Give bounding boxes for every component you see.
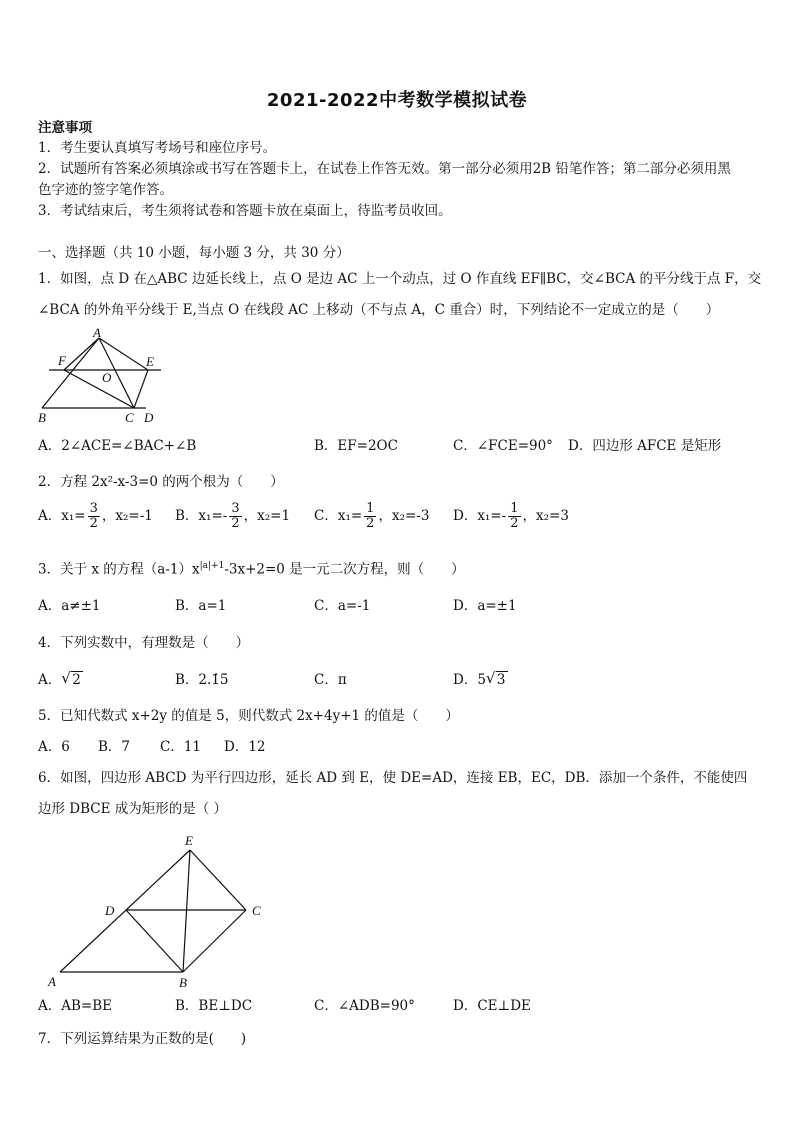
numerator: 1 [510, 501, 519, 516]
q3-option-c: C．a=-1 [314, 598, 371, 614]
fig-label: C [125, 410, 134, 425]
fig-label: E [185, 833, 193, 848]
fig-label: D [144, 410, 154, 425]
option-text: ，x₂=-3 [378, 508, 430, 524]
q2-option-d [453, 502, 569, 531]
q2-stem: 2．方程 2x²-x-3=0 的两个根为（ ） [38, 474, 284, 490]
numerator: 3 [89, 501, 98, 516]
denominator: 2 [89, 516, 98, 531]
q4-stem: 4．下列实数中，有理数是（ ） [38, 635, 250, 651]
q1-stem-line2: ∠BCA 的外角平分线于 E,当点 O 在线段 AC 上移动（不与点 A，C 重合）时，下列结论不一定成立的是（ ） [38, 302, 720, 318]
q4-option-d [453, 670, 508, 690]
q7-stem: 7．下列运算结果为正数的是( ) [38, 1031, 247, 1047]
q6-stem-line1: 6．如图，四边形 ABCD 为平行四边形，延长 AD 到 E，使 DE=AD，连接 EB，EC，DB．添加一个条件，不能使四 [38, 770, 748, 786]
q3-option-b: B．a=1 [175, 598, 227, 614]
q1-option-d: D．四边形 AFCE 是矩形 [568, 438, 722, 454]
q3-stem-text: 3．关于 x 的方程（a-1）x [38, 561, 200, 578]
q2-option-a [38, 502, 153, 531]
option-text: ，x₂=-1 [101, 508, 153, 524]
denominator: 2 [231, 516, 240, 531]
numerator: 3 [231, 501, 240, 516]
fraction [508, 502, 520, 531]
notice-item: 3．考试结束后，考生须将试卷和答题卡放在桌面上，待监考员收回。 [38, 203, 452, 219]
fig-label: A [48, 974, 56, 989]
page-title: 2021-2022中考数学模拟试卷 [266, 90, 528, 111]
fraction [364, 502, 376, 531]
fraction [229, 502, 241, 531]
q3-option-d: D．a=±1 [453, 598, 517, 614]
q1-option-a: A．2∠ACE=∠BAC+∠B [38, 438, 197, 454]
option-text: B．x₁=- [175, 508, 228, 524]
q6-option-c: C．∠ADB=90° [314, 998, 415, 1014]
option-label: D． [453, 672, 478, 688]
fig-label: B [38, 410, 46, 425]
q3-stem [38, 556, 465, 580]
fig-label: F [58, 353, 66, 368]
q5-option-a: A．6 [38, 739, 70, 755]
denominator: 2 [510, 516, 519, 531]
option-text: ，x₂=1 [243, 508, 291, 524]
fig-label: D [105, 903, 115, 918]
q2-option-b [175, 502, 290, 531]
option-value: 2.1̇5̇ [198, 672, 229, 688]
q1-option-b: B．EF=2OC [314, 438, 398, 454]
option-label: A． [38, 672, 62, 688]
coefficient: 5 [477, 672, 486, 688]
fig-label: E [146, 354, 154, 369]
fig-label: A [93, 326, 101, 340]
q1-option-c: C．∠FCE=90° [453, 438, 553, 454]
q2-option-c [314, 502, 429, 531]
q6-option-d: D．CE⊥DE [453, 998, 531, 1014]
option-text: C．x₁= [314, 508, 363, 524]
exponent: |a|+1 [199, 561, 225, 571]
fig-label: O [102, 370, 112, 385]
q3-stem-text: -3x+2=0 是一元二次方程，则（ ） [224, 561, 465, 578]
q5-option-d: D．12 [224, 739, 266, 755]
fig-label: C [252, 903, 261, 918]
option-label: B． [175, 672, 199, 688]
q5-option-c: C．11 [160, 739, 202, 755]
q6-option-b: B．BE⊥DC [175, 998, 253, 1014]
sqrt: √ 3 [485, 669, 506, 688]
q1-figure [36, 326, 166, 426]
radicand: 2 [72, 672, 81, 688]
notice-item: 2．试题所有答案必须填涂或书写在答题卡上，在试卷上作答无效。第一部分必须用2B 铅笔作答；第二部分必须用黑 [38, 161, 731, 177]
q6-option-a: A．AB=BE [38, 998, 113, 1014]
sqrt: √ 2 [61, 669, 81, 688]
notice-item: 1．考生要认真填写考场号和座位序号。 [38, 140, 277, 156]
q6-figure [44, 830, 284, 992]
denominator: 2 [366, 516, 375, 531]
q4-option-b [175, 670, 228, 690]
radicand: 3 [496, 672, 506, 688]
section-heading: 一、选择题（共 10 小题，每小题 3 分，共 30 分） [38, 245, 350, 261]
q3-option-a: A．a≠±1 [38, 598, 101, 614]
q5-option-b: B．7 [98, 739, 131, 755]
option-text: D．x₁=- [453, 508, 507, 524]
q1-stem-line1: 1．如图，点 D 在△ABC 边延长线上，点 O 是边 AC 上一个动点，过 O 作直线 EF∥BC，交∠BCA 的平分线于点 F，交 [38, 271, 762, 287]
option-value: π [337, 672, 347, 688]
numerator: 1 [366, 501, 375, 516]
fig-label: B [179, 975, 187, 990]
option-label: C． [314, 672, 338, 688]
option-text: A．x₁= [38, 508, 86, 524]
q4-option-a [38, 670, 83, 690]
fraction [88, 502, 100, 531]
q6-stem-line2: 边形 DBCE 成为矩形的是（ ） [38, 801, 228, 817]
option-text: ，x₂=3 [522, 508, 569, 524]
notice-item: 色字迹的签字笔作答。 [38, 182, 173, 198]
notice-heading: 注意事项 [38, 120, 92, 136]
q5-stem: 5．已知代数式 x+2y 的值是 5，则代数式 2x+4y+1 的值是（ ） [38, 708, 459, 724]
q4-option-c [314, 670, 347, 690]
